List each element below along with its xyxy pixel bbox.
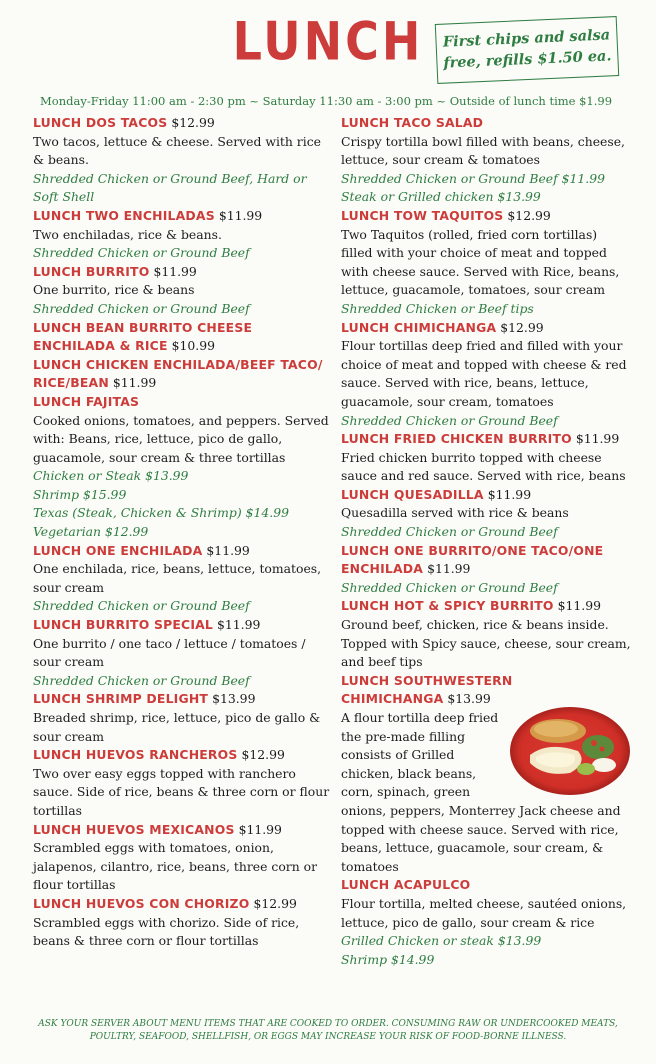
menu-item-description: Two enchiladas, rice & beans. bbox=[33, 226, 222, 242]
menu-item-price: $12.99 bbox=[507, 207, 551, 223]
menu-item-name bbox=[341, 207, 631, 226]
menu-item-description: One burrito, rice & beans bbox=[33, 282, 195, 298]
food-safety-disclaimer bbox=[30, 1018, 626, 1044]
menu-item-option: Shredded Chicken or Ground Beef $11.99 bbox=[341, 170, 605, 186]
menu-item-price: $12.99 bbox=[171, 115, 215, 130]
menu-item-name bbox=[33, 542, 333, 561]
menu-item-option: Shredded Chicken or Ground Beef bbox=[33, 672, 250, 688]
menu-item bbox=[33, 616, 333, 690]
menu-item bbox=[33, 356, 333, 393]
menu-item-price: $13.99 bbox=[447, 691, 491, 707]
menu-item-name bbox=[33, 114, 333, 133]
menu-item-option: Shredded Chicken or Ground Beef bbox=[341, 524, 558, 540]
menu-item bbox=[33, 746, 333, 820]
menu-item bbox=[341, 430, 631, 486]
menu-item-name bbox=[33, 690, 333, 709]
menu-item-title: LUNCH CHICKEN ENCHILADA/BEEF TACO/ RICE/BEAN bbox=[33, 356, 323, 391]
menu-item-name bbox=[33, 263, 333, 282]
menu-item-name bbox=[33, 746, 333, 765]
menu-item bbox=[341, 114, 631, 207]
menu-item-option: Shredded Chicken or Ground Beef bbox=[33, 300, 250, 316]
promo-line-1: First chips and salsa bbox=[442, 26, 611, 51]
menu-item-name bbox=[341, 597, 631, 616]
menu-item-title: LUNCH HUEVOS MEXICANOS bbox=[33, 821, 235, 837]
menu-item-title: LUNCH ONE ENCHILADA bbox=[33, 542, 203, 558]
menu-item-option: Shredded Chicken or Ground Beef bbox=[341, 579, 558, 595]
menu-item bbox=[341, 207, 631, 319]
menu-item-description: One enchilada, rice, beans, lettuce, tomatoes, sour cream bbox=[33, 561, 322, 595]
menu-item-price: $11.99 bbox=[217, 617, 261, 633]
menu-item-description: Breaded shrimp, rice, lettuce, pico de gallo & sour cream bbox=[33, 710, 321, 744]
menu-item-name bbox=[33, 821, 333, 840]
menu-item-description: Flour tortilla, melted cheese, sautéed onions, lettuce, pico de gallo, sour cream & rice bbox=[341, 895, 627, 930]
menu-item-title: LUNCH FRIED CHICKEN BURRITO bbox=[341, 431, 572, 447]
menu-item-title: LUNCH HOT & SPICY BURRITO bbox=[341, 598, 554, 614]
menu-item-title: LUNCH FAJITAS bbox=[33, 393, 140, 409]
page-title: LUNCH bbox=[232, 9, 424, 73]
right-column bbox=[341, 114, 631, 969]
menu-item bbox=[33, 114, 333, 207]
menu-item-option: Shrimp $14.99 bbox=[341, 951, 435, 967]
menu-item bbox=[33, 207, 333, 263]
chimichanga-plate-photo bbox=[508, 703, 632, 799]
menu-item-price: $13.99 bbox=[212, 691, 256, 707]
menu-item bbox=[341, 319, 631, 431]
menu-item-price: $11.99 bbox=[153, 263, 197, 279]
menu-item-option: Steak or Grilled chicken $13.99 bbox=[341, 189, 541, 205]
menu-item-description: Scrambled eggs with tomatoes, onion, jalapenos, cilantro, rice, beans, three corn or flour tortillas bbox=[33, 840, 318, 893]
menu-item-option: Chicken or Steak $13.99 bbox=[33, 468, 189, 484]
menu-item bbox=[33, 895, 333, 951]
menu-item-price: $11.99 bbox=[238, 821, 282, 837]
menu-item-option: Shredded Chicken or Ground Beef bbox=[33, 245, 250, 261]
menu-item-title: LUNCH TACO SALAD bbox=[341, 115, 484, 130]
menu-item-title: LUNCH CHIMICHANGA bbox=[341, 319, 497, 335]
menu-item bbox=[33, 393, 333, 542]
menu-item-price: $11.99 bbox=[487, 486, 532, 502]
menu-item-option: Texas (Steak, Chicken & Shrimp) $14.99 bbox=[33, 505, 289, 521]
menu-item-title: LUNCH TWO ENCHILADAS bbox=[33, 207, 215, 223]
menu-item-name bbox=[33, 356, 333, 393]
menu-item-title: LUNCH QUESADILLA bbox=[341, 486, 484, 502]
menu-item-title: LUNCH TOW TAQUITOS bbox=[341, 207, 504, 223]
menu-item-name bbox=[341, 876, 631, 895]
menu-item-description: Crispy tortilla bowl filled with beans, cheese, lettuce, sour cream & tomatoes bbox=[341, 133, 625, 168]
menu-item-title: LUNCH BEAN BURRITO CHEESE ENCHILADA & RICE bbox=[33, 319, 253, 354]
menu-item-name bbox=[33, 616, 333, 635]
left-column bbox=[33, 114, 333, 951]
menu-item-acapulco bbox=[341, 876, 631, 969]
menu-item-description: Two over easy eggs topped with ranchero sauce. Side of rice, beans & three corn or flour tortillas bbox=[33, 765, 330, 818]
menu-item-name bbox=[341, 430, 631, 449]
menu-item-option: Vegetarian $12.99 bbox=[33, 524, 149, 540]
menu-item-title: LUNCH ONE BURRITO/ONE TACO/ONE ENCHILADA bbox=[341, 542, 604, 577]
menu-item-title: LUNCH BURRITO bbox=[33, 263, 150, 279]
right-column-items bbox=[341, 114, 631, 672]
menu-item-price: $11.99 bbox=[206, 542, 250, 558]
menu-item-price: $11.99 bbox=[112, 375, 157, 391]
menu-item-name bbox=[341, 542, 631, 579]
menu-item-title: LUNCH SOUTHWESTERN CHIMICHANGA bbox=[341, 672, 513, 707]
menu-item-option: Shredded Chicken or Beef tips bbox=[341, 300, 534, 316]
menu-item-option: Shrimp $15.99 bbox=[33, 486, 127, 502]
menu-item-description: Cooked onions, tomatoes, and peppers. Served with: Beans, rice, lettuce, pico de gallo, guacamole, sour cream & three tortillas bbox=[33, 412, 329, 465]
menu-item bbox=[341, 597, 631, 671]
menu-item bbox=[33, 690, 333, 746]
lunch-hours: Monday-Friday 11:00 am - 2:30 pm ~ Saturday 11:30 am - 3:00 pm ~ Outside of lunch time $1.99 bbox=[40, 94, 613, 108]
menu-item-price: $12.99 bbox=[253, 895, 297, 911]
menu-item bbox=[33, 542, 333, 616]
disclaimer-line-2: POULTRY, SEAFOOD, SHELLFISH, OR EGGS MAY INCREASE YOUR RISK OF FOOD-BORNE ILLNESS. bbox=[89, 1032, 567, 1042]
disclaimer-line-1: ASK YOUR SERVER ABOUT MENU ITEMS THAT ARE COOKED TO ORDER. CONSUMING RAW OR UNDERCOOKED MEATS, bbox=[38, 1019, 618, 1029]
menu-item-price: $12.99 bbox=[500, 319, 544, 335]
menu-item-title: LUNCH HUEVOS RANCHEROS bbox=[33, 747, 238, 763]
menu-item bbox=[33, 263, 333, 319]
menu-item-title: LUNCH ACAPULCO bbox=[341, 877, 471, 893]
menu-item-name bbox=[33, 319, 333, 356]
menu-item-name bbox=[33, 393, 333, 412]
menu-item-title: LUNCH BURRITO SPECIAL bbox=[33, 617, 214, 633]
menu-item-price: $11.99 bbox=[575, 431, 620, 447]
menu-item-description: Two Taquitos (rolled, fried corn tortillas) filled with your choice of meat and topped with cheese sauce. Served with Rice, beans, lettuce, guacamole, tomatoes, sour cream bbox=[341, 226, 620, 298]
menu-item-description-text: A flour tortilla deep fried the pre-made filling consists of Grilled chicken, black beans, corn, spinach, green onions, peppers, Monterrey Jack cheese and topped with cheese sauce. Served with rice, beans, lettuce, guacamole, sour cream, & tomatoes bbox=[341, 710, 621, 874]
promo-line-2: free, refills $1.50 ea. bbox=[443, 47, 612, 72]
chips-salsa-promo-box bbox=[435, 16, 619, 84]
menu-item-name bbox=[341, 486, 631, 505]
menu-item-name bbox=[341, 319, 631, 338]
menu-item-title: LUNCH DOS TACOS bbox=[33, 115, 168, 130]
menu-item-description: Ground beef, chicken, rice & beans inside. Topped with Spicy sauce, cheese, sour cream, and beef tips bbox=[341, 617, 631, 670]
menu-item-price: $11.99 bbox=[427, 561, 471, 577]
menu-item-description: Flour tortillas deep fried and filled with your choice of meat and topped with cheese & red sauce. Served with rice, beans, lettuce, guacamole, sour cream, tomatoes bbox=[341, 338, 627, 409]
menu-item-price: $10.99 bbox=[171, 338, 215, 354]
menu-item-name bbox=[33, 207, 333, 226]
menu-item bbox=[341, 542, 631, 598]
menu-item-name bbox=[33, 895, 333, 914]
menu-item-title: LUNCH HUEVOS CON CHORIZO bbox=[33, 895, 250, 911]
menu-item-option: Shredded Chicken or Ground Beef bbox=[341, 412, 558, 428]
menu-item-option: Grilled Chicken or steak $13.99 bbox=[341, 933, 542, 949]
menu-item bbox=[33, 821, 333, 895]
menu-item-price: $11.99 bbox=[218, 207, 263, 223]
menu-item-description: One burrito / one taco / lettuce / tomatoes / sour cream bbox=[33, 635, 306, 670]
menu-item-description: Fried chicken burrito topped with cheese sauce and red sauce. Served with rice, beans bbox=[341, 449, 626, 484]
menu-item-name bbox=[341, 114, 631, 133]
menu-item-price: $11.99 bbox=[557, 598, 601, 614]
menu-item-title: LUNCH SHRIMP DELIGHT bbox=[33, 691, 209, 707]
menu-item bbox=[33, 319, 333, 356]
menu-item-description: Scrambled eggs with chorizo. Side of rice, beans & three corn or flour tortillas bbox=[33, 914, 300, 949]
menu-item-price: $12.99 bbox=[241, 747, 285, 763]
menu-item-description: Two tacos, lettuce & cheese. Served with rice & beans. bbox=[33, 133, 321, 168]
menu-item-option: Shredded Chicken or Ground Beef bbox=[33, 598, 250, 614]
menu-item-description: Quesadilla served with rice & beans bbox=[341, 505, 569, 521]
menu-item-option: Shredded Chicken or Ground Beef, Hard or Soft Shell bbox=[33, 170, 307, 205]
menu-item bbox=[341, 486, 631, 542]
